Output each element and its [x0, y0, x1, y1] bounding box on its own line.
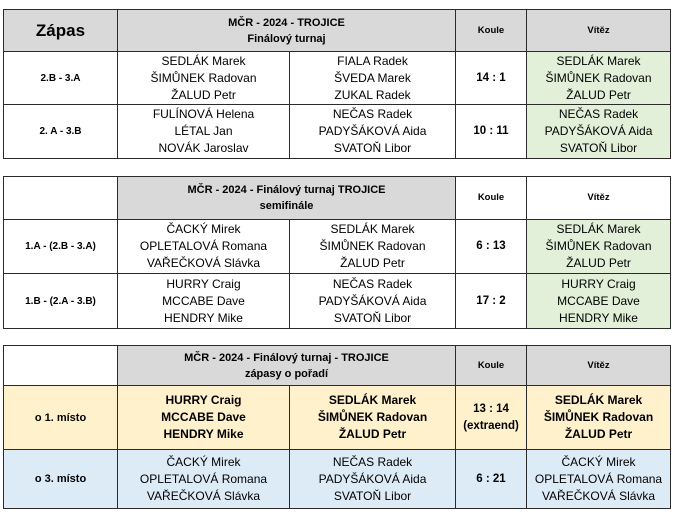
score: 17 : 2: [456, 274, 527, 329]
table-row: [4, 386, 671, 450]
vitez-header: Vítěz: [527, 346, 671, 386]
table-row: [4, 105, 671, 159]
score: 6 : 13: [456, 220, 527, 274]
placement-table: [3, 345, 671, 509]
team2-names: NEČAS Radek PADYŠÁKOVÁ Aida SVATOŇ Libor: [290, 274, 456, 329]
team2-names: FIALA Radek ŠVEDA Marek ZUKAL Radek: [290, 52, 456, 105]
vitez-header: Vítěz: [527, 10, 671, 52]
semifinal-table: [3, 176, 671, 329]
match-label: 1.B - (2.A - 3.B): [4, 274, 118, 329]
koule-header: Koule: [456, 177, 527, 220]
winner-names: ČACKÝ Mirek OPLETALOVÁ Romana VAŘEČKOVÁ Slávka: [527, 450, 671, 509]
score: 14 : 1: [456, 52, 527, 105]
final-tournament-table: [3, 9, 671, 159]
match-label: 1.A - (2.B - 3.A): [4, 220, 118, 274]
table-row: [4, 52, 671, 105]
koule-header: Koule: [456, 10, 527, 52]
table-title: MČR - 2024 - Finálový turnaj TROJICE semifinále: [118, 177, 456, 220]
team2-names: NEČAS Radek PADYŠÁKOVÁ Aida SVATOŇ Libor: [290, 105, 456, 159]
koule-header: Koule: [456, 346, 527, 386]
table-row: [4, 274, 671, 329]
score: 6 : 21: [456, 450, 527, 509]
team1-names: FULÍNOVÁ Helena LÉTAL Jan NOVÁK Jaroslav: [118, 105, 290, 159]
team1-names: SEDLÁK Marek ŠIMŮNEK Radovan ŽALUD Petr: [118, 52, 290, 105]
team2-names: SEDLÁK Marek ŠIMŮNEK Radovan ŽALUD Petr: [290, 386, 456, 450]
table-title: MČR - 2024 - TROJICE Finálový turnaj: [118, 10, 456, 52]
score-note: (extraend): [463, 419, 519, 432]
table-title: MČR - 2024 - Finálový turnaj - TROJICE zápasy o pořadí: [118, 346, 456, 386]
vitez-header: Vítěz: [527, 177, 671, 220]
zapas-header: Zápas: [4, 10, 118, 52]
match-label: 2.B - 3.A: [4, 52, 118, 105]
empty-header-cell: [4, 177, 118, 220]
team1-names: ČACKÝ Mirek OPLETALOVÁ Romana VAŘEČKOVÁ Slávka: [118, 220, 290, 274]
empty-header-cell: [4, 346, 118, 386]
winner-names: HURRY Craig MCCABE Dave HENDRY Mike: [527, 274, 671, 329]
match-label: 2. A - 3.B: [4, 105, 118, 159]
table-row: [4, 450, 671, 509]
team1-names: ČACKÝ Mirek OPLETALOVÁ Romana VAŘEČKOVÁ Slávka: [118, 450, 290, 509]
table-row: [4, 220, 671, 274]
team2-names: SEDLÁK Marek ŠIMŮNEK Radovan ŽALUD Petr: [290, 220, 456, 274]
match-label: o 3. místo: [4, 450, 118, 509]
team2-names: NEČAS Radek PADYŠÁKOVÁ Aida SVATOŇ Libor: [290, 450, 456, 509]
score: 10 : 11: [456, 105, 527, 159]
team1-names: HURRY Craig MCCABE Dave HENDRY Mike: [118, 274, 290, 329]
winner-names: SEDLÁK Marek ŠIMŮNEK Radovan ŽALUD Petr: [527, 220, 671, 274]
match-label: o 1. místo: [4, 386, 118, 450]
winner-names: NEČAS Radek PADYŠÁKOVÁ Aida SVATOŇ Libor: [527, 105, 671, 159]
score: 13 : 14 (extraend): [456, 386, 527, 450]
winner-names: SEDLÁK Marek ŠIMŮNEK Radovan ŽALUD Petr: [527, 386, 671, 450]
team1-names: HURRY Craig MCCABE Dave HENDRY Mike: [118, 386, 290, 450]
winner-names: SEDLÁK Marek ŠIMŮNEK Radovan ŽALUD Petr: [527, 52, 671, 105]
